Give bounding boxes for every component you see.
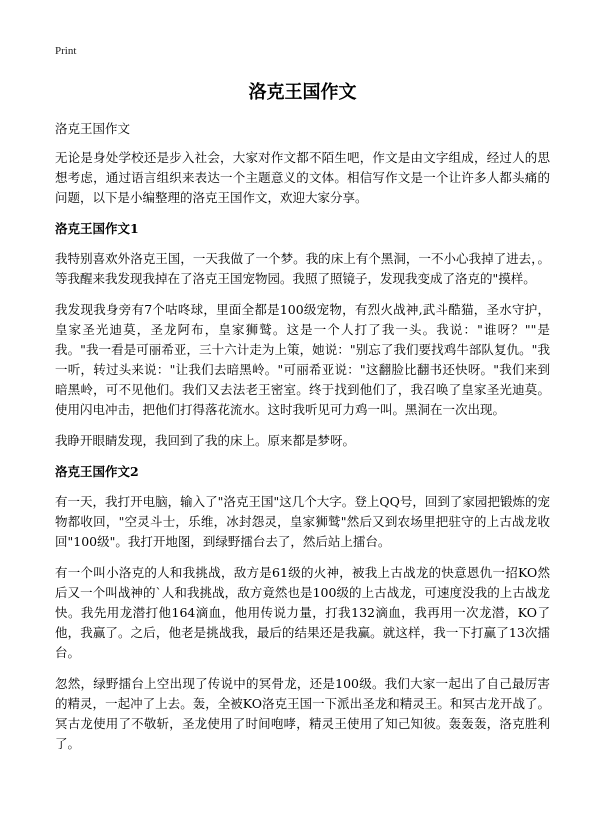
section-heading-1: 洛克王国作文1 [55,221,139,236]
document-page [55,44,550,765]
section-2-paragraph-1: 有一天，我打开电脑，输入了"洛克王国"这几个大字。登上QQ号，回到了家园把锻炼的宠物都收回，"空灵斗士，乐维，冰封怨灵，皇家狮鹫"然后又到农场里把驻守的上古战龙收回"100级"。我打开地图，到绿野擂台去了，然后站上擂台。 [55,494,550,549]
section-1-paragraph-3: 我睁开眼睛发现，我回到了我的床上。原来都是梦呀。 [55,433,356,448]
section-heading-2: 洛克王国作文2 [55,464,139,479]
document-subtitle: 洛克王国作文 [55,121,131,136]
section-2-paragraph-2: 有一个叫小洛克的人和我挑战，敌方是61级的火神，被我上古战龙的快意恩仇一招KO然后又一个叫战神的`人和我挑战，敌方竟然也是100级的上古战龙，可速度没我的上古战龙快。我先用龙潜打他164滴血，他用传说力量，打我132滴血，我再用一次龙潜，KO了他，我赢了。之后，他老是挑战我，最后的结果还是我赢。就这样，我一下打赢了13次擂台。 [55,565,550,660]
intro-paragraph: 无论是身处学校还是步入社会，大家对作文都不陌生吧，作文是由文字组成，经过人的思想考虑，通过语言组织来表达一个主题意义的文体。相信写作文是一个让许多人都头痛的问题，以下是小编整理的洛克王国作文，欢迎大家分享。 [55,150,550,205]
section-2-paragraph-3: 忽然，绿野擂台上空出现了传说中的冥骨龙，还是100级。我们大家一起出了自己最厉害的精灵，一起冲了上去。轰，全被KO洛克王国一下派出圣龙和精灵王。和冥古龙开战了。冥古龙使用了不敬斩，圣龙使用了时间咆哮，精灵王使用了知己知彼。轰轰轰，洛克胜利了。 [55,676,550,751]
document-title: 洛克王国作文 [248,82,357,103]
section-1-paragraph-2: 我发现我身旁有7个咕咚球，里面全都是100级宠物，有烈火战神,武斗酷猫，圣水守护，皇家圣光迪莫，圣龙阿布，皇家狮鹫。这是一个人打了我一头。我说："谁呀？""是我。"我一看是可丽希亚，三十六计走为上策，她说："别忘了我们要找鸡牛部队复仇。"我一听，转过头来说："让我们去暗黑岭。"可丽希亚说："这翻脸比翻书还快呀。"我们来到暗黑岭，可不见他们。我们又去法老王密室。终于找到他们了，我召唤了皇家圣光迪莫。使用闪电冲击，把他们打得落花流水。这时我听见可力鸡一叫。黑洞在一次出现。 [55,302,550,417]
section-1-paragraph-1: 我特别喜欢外洛克王国，一天我做了一个梦。我的床上有个黑洞，一不小心我掉了进去，。等我醒来我发现我掉在了洛克王国宠物园。我照了照镜子，发现我变成了洛克的"摸样。 [55,251,550,286]
print-link[interactable]: Print [55,45,77,57]
